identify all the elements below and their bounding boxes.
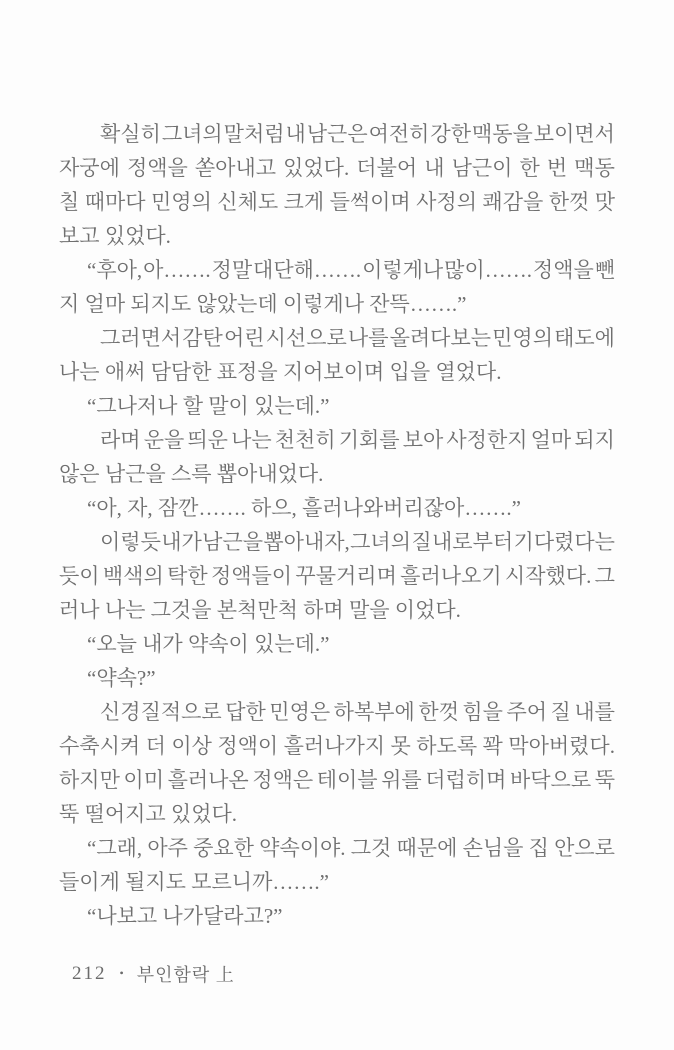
word: 답한 [225,700,266,724]
word: 흘러나온 [167,768,249,792]
word: 하도록 [416,734,478,758]
word: 맥동을 [471,122,533,146]
word: 듯이 [59,564,100,588]
word: 꾸물거리며 [295,564,397,588]
word: 꽉 [482,734,503,758]
word: 확실히 [100,122,161,146]
word: 아……. [143,258,211,282]
word: 사정한지 [446,428,528,452]
text-line: 지 얼마 되지도 않았는데 이렇게나 잔뜩…….” [59,292,467,316]
word: 하복부에 [333,700,415,724]
word: 못 [390,734,411,758]
word: 남근이 [451,156,513,180]
word: 천천히 [274,428,336,452]
word: 기다렸다는 [513,530,615,554]
text-line: 들이게 될지도 모르니까…….” [59,870,329,894]
word: 뺀 [594,258,615,282]
text-line: “그나저나 할 말이 있는데.” [87,394,330,418]
page-number: 212 [72,963,107,984]
word: 어린 [223,326,265,350]
text-line: 않은 남근을 스륵 뽑아내었다. [59,462,324,486]
word: 한껏 [548,190,590,214]
word: 때문에 [396,836,458,860]
word: 뽑아내자, [263,530,350,554]
word: 민영의 [151,190,212,214]
word: 보이면서 [533,122,615,146]
word: 이상 [171,734,212,758]
word: 남근은 [306,122,368,146]
word: 정액들이 [210,564,293,588]
word: 시선으로 [265,326,347,350]
word: 쾌감을 [482,190,544,214]
word: 내를 [574,700,615,724]
word: 한껏 [418,700,459,724]
word: 약속이야. [259,836,346,860]
word: 그러면서 [100,326,182,350]
word: 남근을 [202,530,264,554]
word: 있었다. [283,156,350,180]
word: 백색의 [102,564,164,588]
word: 여전히 [368,122,430,146]
word: 집 [528,836,549,860]
word: 하지만 [59,768,120,792]
word: 손님을 [462,836,524,860]
text-line: 뚝 떨어지고 있었다. [59,802,238,826]
word: 그 [594,564,615,588]
word: 주어 [506,700,548,724]
word: 라며 [100,428,141,452]
word: “후아, [87,258,143,282]
word: 칠 [59,190,80,214]
text-line [59,525,615,559]
text-line: “오늘 내가 약속이 있는데.” [87,632,330,656]
word: 더 [145,734,166,758]
word: 쏟아내고 [194,156,277,180]
word: 되지 [574,428,615,452]
word: 질 [411,530,432,554]
word: 자궁에 [59,156,120,180]
word: 수축시켜 [59,734,141,758]
text-line [59,559,615,593]
word: 나를 [347,326,389,350]
word: 때마다 [84,190,146,214]
word: 얼마 [530,428,572,452]
word: 민영의 [492,326,553,350]
word: 맛 [594,190,615,214]
text-line: 러나 나는 그것을 본척만척 하며 말을 이었다. [59,598,461,622]
text-line [59,423,615,457]
word: 시작했다. [504,564,592,588]
text-line: 보고 있었다. [59,224,171,248]
word: 안으로 [554,836,615,860]
word: 번 [546,156,568,180]
book-title: 부인함락 上 [136,965,235,985]
page-footer [72,958,235,990]
word: 민영은 [269,700,331,724]
word: 이렇게나 [362,258,444,282]
word: 들썩이며 [329,190,411,214]
word: 중요한 [193,836,254,860]
text-line: “아, 자, 잠깐……. 하으, 흘러나와버리잖아…….” [87,496,521,520]
word: 아주 [147,836,188,860]
text-line [59,151,615,185]
word: 내로부터 [432,530,514,554]
word: 내 [285,122,306,146]
word: 흘러나가지 [283,734,386,758]
text-line [59,117,615,151]
word: 테이블 [316,768,378,792]
word: 말처럼 [223,122,285,146]
word: 대단해……. [253,258,362,282]
word: 흘러나오기 [400,564,502,588]
word: 그녀의 [350,530,411,554]
word: 신체도 [217,190,279,214]
text-line: “약속?” [87,666,156,690]
word: 운을 [143,428,185,452]
word: 정말 [211,258,253,282]
word: 바닥으로 [509,768,592,792]
word: 힘을 [462,700,503,724]
text-line: 나는 애써 담담한 표정을 지어보이며 입을 열었다. [59,360,502,384]
word: 기회를 [338,428,400,452]
word: “그래, [87,836,143,860]
word: 위를 [381,768,422,792]
text-line: “나보고 나가달라고?” [87,904,283,928]
text-line [59,695,615,729]
text-line [59,729,615,763]
word: 올려다보는 [389,326,492,350]
word: 크게 [283,190,325,214]
word: 탁한 [167,564,208,588]
word: 신경질적으로 [100,700,222,724]
word: 태도에 [554,326,615,350]
word: 그것 [350,836,392,860]
word: 정액이 [217,734,279,758]
word: 내가 [161,530,202,554]
text-line [59,253,615,287]
word: 한 [519,156,540,180]
word: 질 [550,700,571,724]
word: 맥동 [574,156,615,180]
word: 정액을 [126,156,188,180]
body-text [59,117,615,933]
word: 이미 [123,768,164,792]
word: 내 [424,156,445,180]
word: 뚝 [594,768,615,792]
text-line [59,763,615,797]
footer-bullet-separator: • [119,965,124,980]
text-line [59,831,615,865]
word: 나는 [231,428,272,452]
word: 더럽히며 [425,768,507,792]
word: 정액은 [252,768,314,792]
word: 정액을 [532,258,594,282]
word: 더불어 [356,156,418,180]
word: 띄운 [187,428,228,452]
text-line [59,321,615,355]
word: 감탄 [182,326,223,350]
text-line [59,185,615,219]
word: 많이……. [444,258,532,282]
word: 이렇듯 [100,530,161,554]
word: 사정의 [416,190,477,214]
word: 강한 [430,122,471,146]
word: 보아 [402,428,444,452]
word: 그녀의 [161,122,223,146]
word: 막아버렸다. [508,734,615,758]
